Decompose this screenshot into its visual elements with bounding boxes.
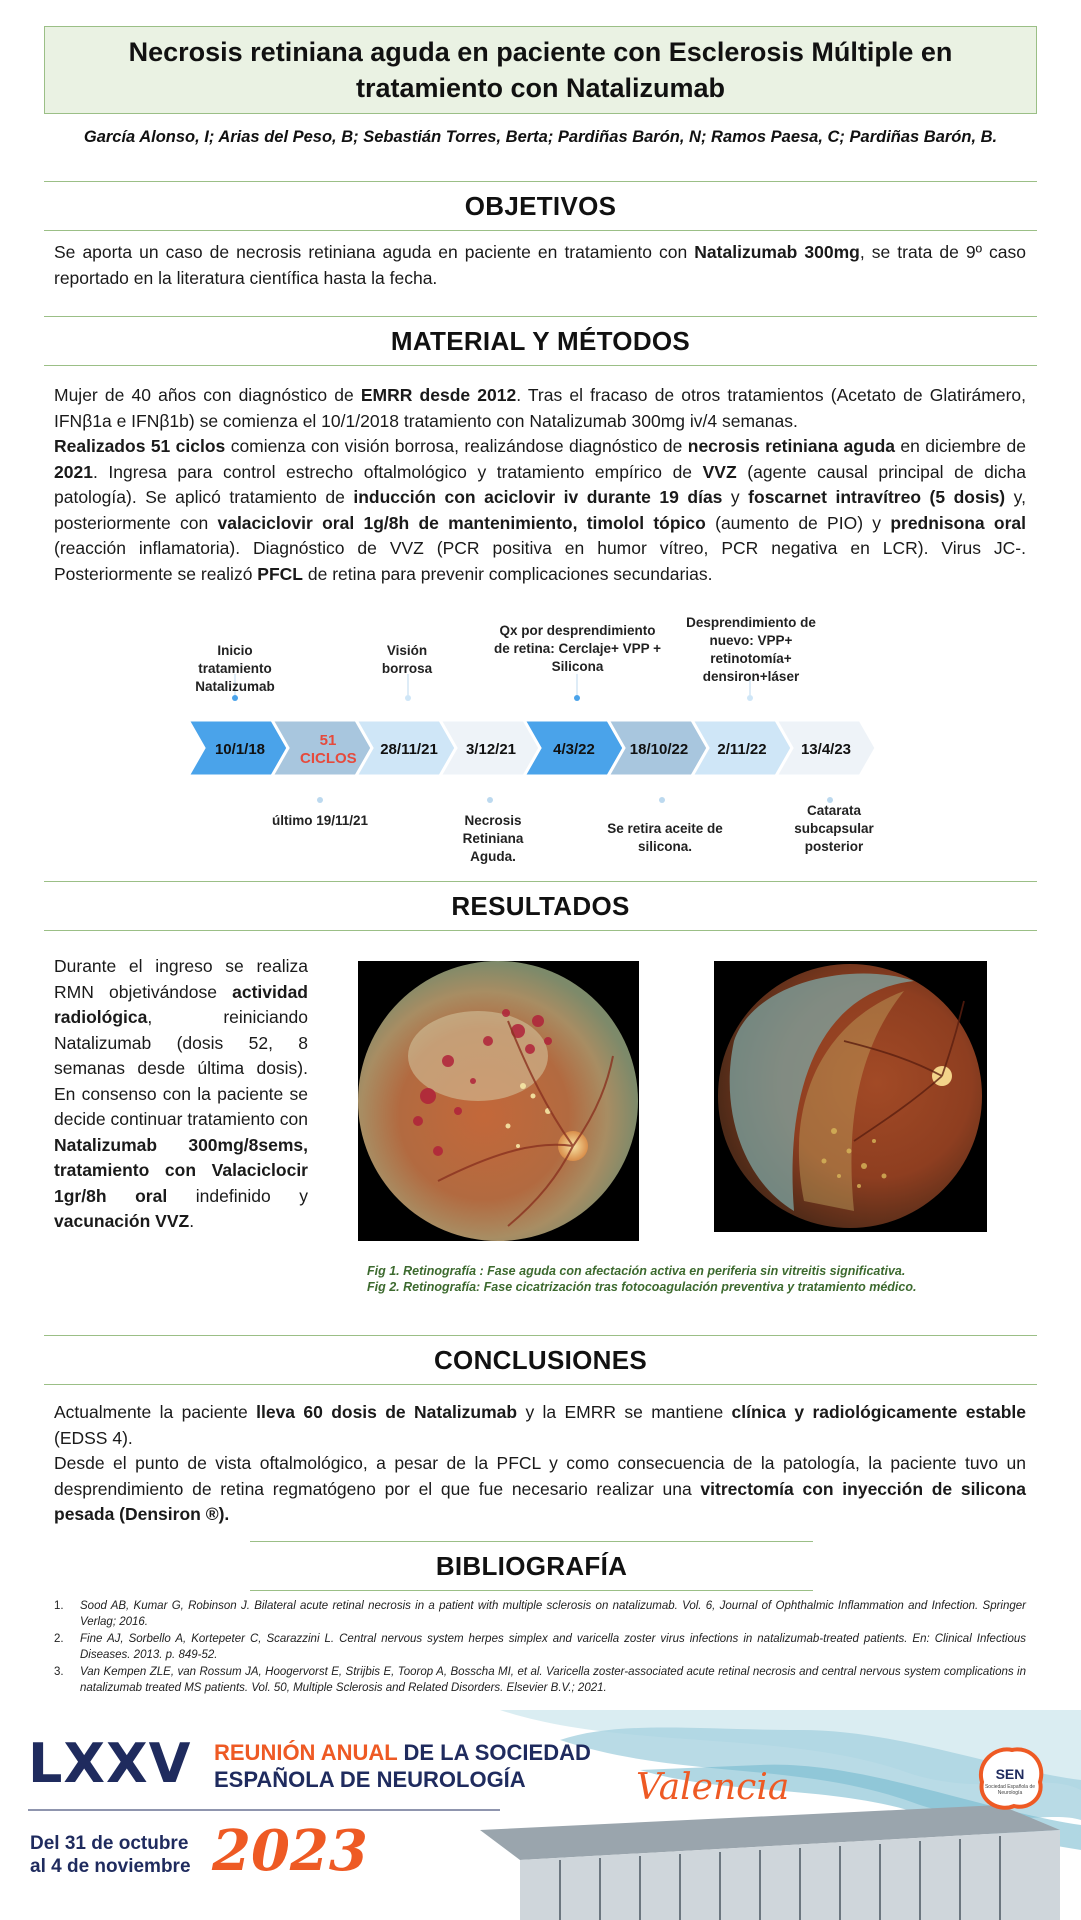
section-heading-conclusiones: CONCLUSIONES	[44, 1335, 1037, 1385]
metodos-text: Mujer de 40 años con diagnóstico de EMRR desde 2012. Tras el fracaso de otros tratamientos (Acetato de Glatirámero, IFNβ1a e IFNβ1b) se comienza el 10/1/2018 tratamiento con Natalizumab 300mg iv/4 semanas. Realizados 51 ciclos comienza con visión borrosa, realizándose diagnóstico de necrosis retiniana aguda en diciembre de 2021. Ingresa para control estrecho oftalmológico y tratamiento empírico de VVZ (agente causal principal de dicha patología). Se aplicó tratamiento de inducción con aciclovir iv durante 19 días y foscarnet intravítreo (5 dosis) y, posteriormente con valaciclovir oral 1g/8h de mantenimiento, timolol tópico (aumento de PIO) y prednisona oral (reacción inflamatoria). Diagnóstico de VVZ (PCR positiva en humor vítreo, PCR negativa en LCR). Virus JC-. Posteriormente se realizó PFCL de retina para prevenir complicaciones secundarias.	[54, 385, 1026, 584]
congress-year: 2023	[212, 1818, 368, 1884]
timeline	[0, 600, 1081, 880]
timeline-step: 10/1/18	[214, 741, 266, 758]
timeline-step: 13/4/23	[800, 741, 852, 758]
poster-title: Necrosis retiniana aguda en paciente con Esclerosis Múltiple en tratamiento con Natalizumab	[128, 37, 953, 103]
section-heading-objetivos: OBJETIVOS	[44, 181, 1037, 231]
timeline-marker	[405, 695, 411, 701]
timeline-below-label: Necrosis Retiniana Aguda.	[462, 813, 524, 864]
timeline-step: 18/10/22	[629, 741, 689, 758]
bibliography-item	[54, 1632, 1026, 1663]
congress-dates: Del 31 de octubre al 4 de noviembre	[30, 1833, 191, 1877]
timeline-marker	[317, 797, 323, 803]
congress-city: Valencia	[636, 1767, 790, 1808]
authors: García Alonso, I; Arias del Peso, B; Sebastián Torres, Berta; Pardiñas Barón, N; Ramos Paesa, C; Pardiñas Barón, B.	[83, 128, 998, 146]
timeline-step: 4/3/22	[553, 741, 595, 758]
timeline-step	[288, 732, 368, 768]
bibliography-reference: Fine AJ, Sorbello A, Kortepeter C, Scarazzini L. Central nervous system herpes simplex and varicella zoster virus infections in natalizumab-treated patients. En: Clinical Infectious Diseases. 2013. p. 849-52.	[80, 1633, 1026, 1661]
timeline-above-label: Desprendimiento de nuevo: VPP+ retinotomía+ densiron+láser	[686, 615, 816, 684]
sen-logo-text: SEN	[995, 1766, 1025, 1782]
timeline-step-text: 51 CICLOS	[300, 732, 357, 767]
timeline-below-label: Se retira aceite de silicona.	[607, 821, 723, 854]
timeline-step: 2/11/22	[717, 741, 767, 758]
timeline-below-label: último 19/11/21	[271, 813, 369, 828]
timeline-marker	[574, 695, 580, 701]
congress-footer	[0, 1710, 1081, 1920]
timeline-marker	[487, 797, 493, 803]
retinography-image-fig2	[714, 961, 987, 1232]
bibliography-number: 2.	[54, 1633, 64, 1645]
retinography-image-fig1	[358, 961, 639, 1241]
section-heading-metodos: MATERIAL Y MÉTODOS	[44, 316, 1037, 366]
bibliography-number: 3.	[54, 1666, 64, 1678]
section-heading-bibliografia: BIBLIOGRAFÍA	[250, 1541, 813, 1591]
timeline-step: 3/12/21	[465, 741, 517, 758]
objetivos-text: Se aporta un caso de necrosis retiniana aguda en paciente en tratamiento con Natalizumab 300mg, se trata de 9º caso reportado en la literatura científica hasta la fecha.	[54, 242, 1027, 288]
timeline-marker	[659, 797, 665, 803]
bibliography-item	[54, 1665, 1026, 1696]
poster-title-box	[44, 26, 1037, 114]
caption-fig1: Fig 1. Retinografía : Fase aguda con afectación activa en periferia sin vitreitis significativa.	[367, 1264, 906, 1278]
timeline-below-label: Catarata subcapsular posterior	[794, 803, 874, 854]
bibliography-number: 1.	[54, 1600, 64, 1612]
resultados-text: Durante el ingreso se realiza RMN objetivándose actividad radiológica, reiniciando Natalizumab (dosis 52, 8 semanas desde última dosis). En consenso con la paciente se decide continuar tratamiento con Natalizumab 300mg/8sems, tratamiento con Valaciclocir 1gr/8h oral indefinido y vacunación VVZ.	[54, 956, 308, 1231]
bibliography-reference: Sood AB, Kumar G, Robinson J. Bilateral acute retinal necrosis in a patient with multiple sclerosis on natalizumab. Vol. 6, Journal of Ophthalmic Inflammation and Infection. Springer Verlag; 2016.	[80, 1600, 1026, 1628]
sen-logo-subtitle: Sociedad Española de Neurología	[984, 1784, 1036, 1796]
congress-name-line2: ESPAÑOLA DE NEUROLOGÍA	[214, 1767, 526, 1792]
timeline-above-label: Inicio tratamiento Natalizumab	[195, 643, 275, 694]
conclusiones-text: Actualmente la paciente lleva 60 dosis de Natalizumab y la EMRR se mantiene clínica y radiológicamente estable (EDSS 4). Desde el punto de vista oftalmológico, a pesar de la PFCL y como consecuencia de la patología, la paciente tuvo un desprendimiento de retina regmatógeno por el que fue necesario realizar una vitrectomía con inyección de silicona pesada (Densiron ®).	[54, 1402, 1026, 1524]
bibliography-reference: Van Kempen ZLE, van Rossum JA, Hoogervorst E, Strijbis E, Toorop A, Bosscha MI, et al. Varicella zoster-associated acute retinal necrosis and central nervous system complications in natalizumab treated MS patients. Vol. 50, Multiple Sclerosis and Related Disorders. Elsevier B.V.; 2021.	[80, 1666, 1026, 1694]
figure-captions	[367, 1263, 1007, 1295]
section-heading-resultados: RESULTADOS	[44, 881, 1037, 931]
congress-name-line1: REUNIÓN ANUAL DE LA SOCIEDAD	[214, 1740, 591, 1765]
timeline-step: 28/11/21	[380, 741, 438, 758]
congress-edition: LXXV	[28, 1732, 192, 1795]
bibliography-item	[54, 1599, 1026, 1630]
timeline-above-label: Qx por desprendimiento de retina: Cerclaje+ VPP + Silicona	[493, 623, 662, 674]
caption-fig2: Fig 2. Retinografía: Fase cicatrización tras fotocoagulación preventiva y tratamiento médico.	[367, 1280, 917, 1294]
bibliography-list	[54, 1599, 1026, 1698]
timeline-marker	[747, 695, 753, 701]
timeline-above-label: Visión borrosa	[381, 643, 433, 676]
